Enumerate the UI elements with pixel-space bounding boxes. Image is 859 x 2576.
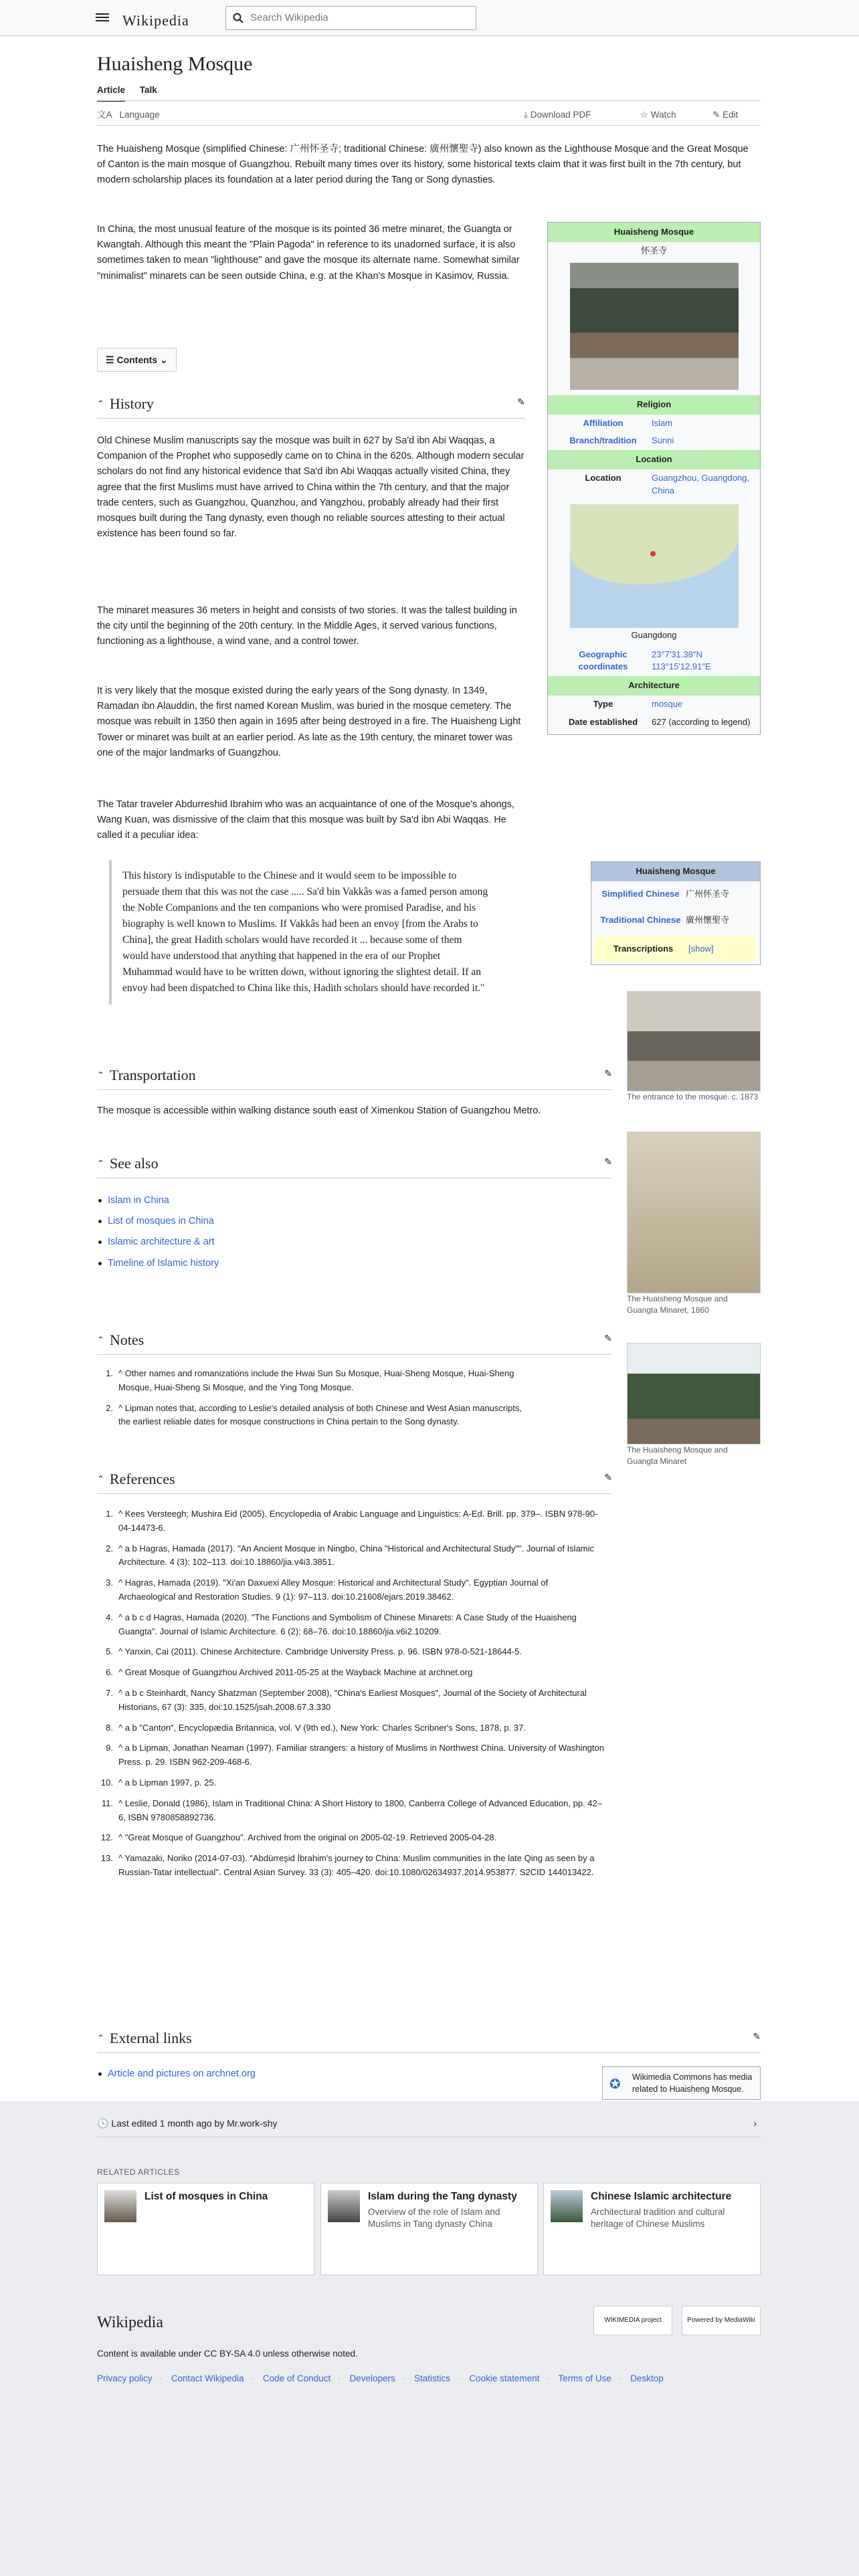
footer-links: Privacy policy · Contact Wikipedia · Code of Conduct · Developers · Statistics · Cookie statement · Terms of Use · Desktop — [97, 2373, 664, 2383]
wikimedia-commons-icon: ✪ — [609, 2077, 621, 2092]
download-pdf-button[interactable] — [524, 108, 591, 122]
notes-heading: Notes — [109, 1331, 145, 1348]
list-item: 1. ^ Other names and romanizations include the Hwai Sun Su Mosque, Huai-Sheng Mosque, Huai-Sheng Mosque, Huai-Sheng Si Mosque, and the Ying Tong Mosque. — [97, 1367, 525, 1395]
related-title: Chinese Islamic architecture — [591, 2191, 732, 2202]
footer — [0, 2101, 859, 2576]
chevron-down-icon: ⌄ — [157, 354, 168, 365]
thumbnail-1 — [627, 991, 761, 1103]
reference-text: ^ "Great Mosque of Guangzhou". Archived from the original on 2005-02-19. Retrieved 2005-04-28. — [118, 1832, 497, 1843]
footer-link[interactable]: Contact Wikipedia — [171, 2373, 244, 2383]
infobox — [547, 222, 761, 735]
reference-text: ^ a b "Canton", Encyclopædia Britannica, vol. V (9th ed.), New York: Charles Scribner's Sons, 1878, p. 37. — [118, 1722, 526, 1733]
chinese-names-box — [591, 861, 761, 965]
location-header: Location — [548, 450, 760, 469]
thumbnail-2 — [627, 1132, 761, 1316]
traditional-value: 廣州懷聖寺 — [686, 914, 730, 925]
map-pin-icon — [650, 551, 656, 556]
date-key: Date established — [568, 716, 638, 727]
reference-text: ^ a b Lipman, Jonathan Neaman (1997). Familiar strangers: a history of Muslims in Northwest China. University of Washington Press. p. 29. ISBN 962-209-468-6. — [118, 1743, 604, 1767]
last-edited-text: Last edited 1 month ago by Mr.work-shy — [111, 2118, 278, 2129]
language-button[interactable] — [97, 108, 160, 122]
reference-text: ^ a b Hagras, Hamada (2017). "An Ancient Mosque in Ningbo, China "Historical and Architectural Study"". Journal of Islamic Architecture. 4 (3): 102–113. doi:10.18860/jia.v4i3.3851. — [118, 1543, 595, 1568]
transportation-heading: Transportation — [109, 1067, 196, 1083]
search-input[interactable] — [225, 6, 476, 30]
minaret-1860-photo[interactable] — [627, 1132, 761, 1293]
list-icon: ☰ — [106, 354, 117, 365]
branch-value[interactable]: Sunni — [652, 435, 674, 446]
location-map[interactable] — [570, 504, 739, 628]
see-also-link[interactable]: Islam in China — [108, 1195, 169, 1206]
article-page — [0, 36, 859, 2101]
mosque-entrance-photo[interactable] — [627, 991, 761, 1091]
reference-text: ^ a b Lipman 1997, p. 25. — [118, 1777, 217, 1788]
related-desc: Overview of the role of Islam and Muslims in Tang dynasty China — [368, 2207, 500, 2230]
wikimedia-badge[interactable]: WIKIMEDIA project — [593, 2306, 672, 2335]
external-links-heading: External links — [109, 2030, 192, 2046]
footer-link[interactable]: Privacy policy — [97, 2373, 153, 2383]
edit-pencil-icon[interactable]: ✎ — [753, 2032, 761, 2042]
related-card[interactable] — [97, 2183, 314, 2275]
license-text: Content is available under CC BY-SA 4.0 unless otherwise noted. — [97, 2349, 358, 2359]
mosque-photo[interactable] — [570, 263, 739, 390]
list-item: 7. ^ a b c Steinhardt, Nancy Shatzman (September 2008), "China's Earliest Mosques", Journal of the Society of Architectural Historians, 67 (3): 335, doi:10.1525/jsah.2008.67.3.330 — [97, 1687, 605, 1715]
list-item: 6. ^ Great Mosque of Guangzhou Archived 2011-05-25 at the Wayback Machine at archnet.org — [97, 1666, 605, 1680]
reference-text: ^ Great Mosque of Guangzhou Archived 2011-05-25 at the Wayback Machine at archnet.org — [118, 1667, 473, 1678]
download-icon: ⤓ — [524, 110, 531, 120]
note-text: ^ Other names and romanizations include the Hwai Sun Su Mosque, Huai-Sheng Mosque, Huai-Sheng Mosque, Huai-Sheng Si Mosque, and the Ying Tong Mosque. — [118, 1368, 514, 1392]
infobox-subtitle: 怀圣寺 — [640, 245, 667, 255]
coords-key[interactable]: Geographic coordinates — [578, 649, 628, 672]
location-key: Location — [585, 473, 622, 484]
map-caption: Guangdong — [631, 629, 677, 640]
reference-text: ^ a b c d Hagras, Hamada (2020). "The Functions and Symbolism of Chinese Minarets: A Case Study of the Huaisheng Guangta". Journal of Islamic Architecture. 6 (2): 68–76. doi:10.18860/jia.v6i2.10209. — [118, 1612, 577, 1636]
traditional-key[interactable]: Traditional Chinese — [600, 914, 681, 925]
history-heading: History — [109, 395, 154, 412]
architecture-header: Architecture — [548, 676, 760, 695]
note-text: ^ Lipman notes that, according to Leslie's detailed analysis of both Chinese and West Asian manuscripts, the earliest reliable dates for mosque constructions in China pertain to the Song dynasty. — [118, 1402, 522, 1427]
reference-text: ^ Hagras, Hamada (2019). "Xi'an Daxuexi Alley Mosque: Historical and Architectural Study". Egyptian Journal of Archaeological and Restoration Studies. 9 (1): 97–113. doi:10.21608/ejars.2019.38462. — [118, 1578, 549, 1602]
menu-icon[interactable] — [96, 11, 109, 25]
history-icon: 🕓 — [97, 2118, 112, 2129]
related-articles-label: RELATED ARTICLES — [97, 2167, 180, 2177]
edit-pencil-icon[interactable]: ✎ — [517, 398, 525, 408]
language-icon: 文A — [97, 110, 112, 120]
thumbnail-1-caption: The entrance to the mosque. c. 1873 — [627, 1092, 759, 1101]
list-item: 2. ^ a b Hagras, Hamada (2017). "An Ancient Mosque in Ningbo, China "Historical and Architectural Study"". Journal of Islamic Architecture. 4 (3): 102–113. doi:10.18860/jia.v4i3.3851. — [97, 1542, 605, 1570]
list-item: 13. ^ Yamazaki, Noriko (2014-07-03). "Abdürreşid İbrahim's journey to China: Muslim communities in the late Qing as seen by a Russian-Tatar intellectual". Central Asian Survey. 33 (3): 405–420. doi:10.1080/02634937.2014.953877. S2CID 144013422. — [97, 1852, 605, 1880]
footer-link[interactable]: Statistics — [414, 2373, 451, 2383]
see-also-link[interactable]: List of mosques in China — [108, 1216, 214, 1227]
search-placeholder: Search Wikipedia — [250, 12, 328, 23]
footer-link[interactable]: Developers — [349, 2373, 395, 2383]
section-external-links[interactable] — [97, 2026, 761, 2053]
section-references[interactable] — [97, 1467, 612, 1494]
history-paragraph-2: The minaret measures 36 meters in height and consists of two stories. It was the tallest building in the city until the beginning of the 20th century. In the Middle Ages, it served various functions, functioning as a lighthouse, a wind vane, and a control tower. — [97, 605, 517, 647]
list-item: 11. ^ Leslie, Donald (1986), Islam in Traditional China: A Short History to 1800, Canberra College of Advanced Education, pp. 42–6, ISBN 9780858892736. — [97, 1797, 605, 1825]
simplified-key[interactable]: Simplified Chinese — [601, 888, 680, 899]
reference-text: ^ Kees Versteegh; Mushira Eid (2005). Encyclopedia of Arabic Language and Linguistics: A-Ed. Brill. pp. 379–. ISBN 978-90-04-14473-6. — [118, 1509, 598, 1533]
footer-logo[interactable]: Wikipedia — [97, 2314, 163, 2331]
language-label: Language — [119, 110, 160, 120]
chevron-up-icon: ⌃ — [97, 1071, 104, 1081]
related-card[interactable] — [320, 2183, 538, 2275]
search-icon — [233, 13, 244, 23]
page-title: Huaisheng Mosque — [97, 53, 253, 75]
affiliation-value[interactable]: Islam — [652, 417, 673, 428]
last-edited-bar[interactable] — [97, 2109, 761, 2137]
edit-pencil-icon[interactable]: ✎ — [604, 1473, 612, 1483]
chevron-right-icon: › — [753, 2118, 757, 2129]
list-item: 8. ^ a b "Canton", Encyclopædia Britannica, vol. V (9th ed.), New York: Charles Scribner's Sons, 1878, p. 37. — [97, 1721, 605, 1735]
list-item: 12. ^ "Great Mosque of Guangzhou". Archived from the original on 2005-02-19. Retrieved 2005-04-28. — [97, 1831, 605, 1845]
affiliation-key[interactable]: Affiliation — [583, 417, 624, 428]
tab-talk[interactable]: Talk — [139, 85, 157, 95]
transportation-paragraph: The mosque is accessible within walking distance south east of Ximenkou Station of Guangzhou Metro. — [97, 1105, 541, 1116]
transcriptions-key: Transcriptions — [613, 943, 674, 954]
related-title: Islam during the Tang dynasty — [368, 2191, 517, 2202]
external-links-list — [97, 2066, 498, 2087]
watch-button[interactable] — [640, 108, 676, 122]
list-item: 10. ^ a b Lipman 1997, p. 25. — [97, 1776, 605, 1790]
list-item: 5. ^ Yanxin, Cai (2011). Chinese Architecture. Cambridge University Press. p. 96. ISBN 978-0-521-18644-5. — [97, 1645, 605, 1659]
commons-text[interactable]: Wikimedia Commons has media related to Huaisheng Mosque. — [632, 2072, 753, 2095]
section-see-also[interactable] — [97, 1152, 612, 1178]
related-thumbnail — [328, 2190, 360, 2222]
edit-pencil-icon[interactable]: ✎ — [604, 1158, 612, 1168]
contents-label: Contents — [116, 354, 158, 365]
chevron-up-icon: ⌃ — [97, 1475, 104, 1485]
list-item[interactable] — [97, 1256, 612, 1271]
chevron-up-icon: ⌃ — [97, 1159, 104, 1169]
contents-toggle[interactable] — [97, 348, 177, 372]
related-card[interactable] — [543, 2183, 761, 2275]
list-item[interactable] — [97, 1193, 612, 1208]
pencil-icon: ✎ — [712, 110, 723, 120]
thumbnail-3-caption: The Huaisheng Mosque and Guangta Minaret — [627, 1445, 728, 1466]
reference-text: ^ Leslie, Donald (1986), Islam in Traditional China: A Short History to 1800, Canberra College of Advanced Education, pp. 42–6, ISBN 9780858892736. — [118, 1798, 602, 1822]
see-also-link[interactable]: Islamic architecture & art — [108, 1237, 215, 1248]
history-paragraph-1: Old Chinese Muslim manuscripts say the mosque was built in 627 by Sa'd ibn Abi Waqqas, a Companion of the Prophet who supposedly came on to China in the 620s. Although modern secular scholars do not find any historical evidence that Sa'd ibn Abi Waqqas actually visited China, they agree that the first Muslims must have arrived to China within the 7th century, and that the major trade centers, such as Guangzhou, Quanzhou, and Yangzhou, probably already had their first mosques built during the Tang dynasty, even though no reliable sources attesting to their actual existence has been found so far. — [97, 435, 524, 540]
chevron-up-icon: ⌃ — [97, 399, 104, 409]
watch-label: Watch — [650, 110, 676, 120]
list-item: 4. ^ a b c d Hagras, Hamada (2020). "The Functions and Symbolism of Chinese Minarets: A Case Study of the Huaisheng Guangta". Journal of Islamic Architecture. 6 (2): 68–76. doi:10.18860/jia.v6i2.10209. — [97, 1611, 605, 1639]
intro-paragraph-2: In China, the most unusual feature of the mosque is its pointed 36 metre minaret, the Guangta or Kwangtah. Although this meant the "Plain Pagoda" in reference to its unadorned surface, it is also sometimes taken to mean "lighthouse" and gave the mosque its alternate name. Somewhat similar "minimalist" minarets can be seen outside China, e.g. at the Khan's Mosque in Kasimov, Russia. — [97, 224, 520, 282]
reference-text: ^ Yamazaki, Noriko (2014-07-03). "Abdürreşid İbrahim's journey to China: Muslim communities in the late Qing as seen by a Russian-Tatar intellectual". Central Asian Survey. 33 (3): 405–420. doi:10.1080/02634937.2014.953877. S2CID 144013422. — [118, 1853, 595, 1877]
list-item: 3. ^ Hagras, Hamada (2019). "Xi'an Daxuexi Alley Mosque: Historical and Architectural Study". Egyptian Journal of Archaeological and Restoration Studies. 9 (1): 97–113. doi:10.21608/ejars.2019.38462. — [97, 1576, 605, 1604]
type-value[interactable]: mosque — [652, 699, 683, 710]
namespace-tabs — [97, 83, 169, 102]
branch-key[interactable]: Branch/tradition — [569, 435, 637, 446]
divider — [97, 100, 761, 101]
section-history[interactable] — [97, 392, 525, 419]
minaret-photo[interactable] — [627, 1343, 761, 1444]
edit-pencil-icon[interactable]: ✎ — [604, 1069, 612, 1079]
download-label: Download PDF — [530, 110, 591, 120]
related-thumbnail — [551, 2190, 583, 2222]
list-item: 1. ^ Kees Versteegh; Mushira Eid (2005). Encyclopedia of Arabic Language and Linguistics: A-Ed. Brill. pp. 379–. ISBN 978-90-04-14473-6. — [97, 1507, 605, 1535]
references-list — [97, 1507, 605, 1887]
related-desc: Architectural tradition and cultural heritage of Chinese Muslims — [591, 2207, 725, 2230]
history-paragraph-4: The Tatar traveler Abdurreshid Ibrahim who was an acquaintance of one of the Mosque's ahongs, Wang Kuan, was dismissive of the claim that this mosque was built by Sa'd ibn Abi Waqqas. He called it a peculiar idea: — [97, 799, 514, 841]
edit-pencil-icon[interactable]: ✎ — [604, 1334, 612, 1344]
list-item[interactable] — [97, 1214, 612, 1229]
quote-block: This history is indisputable to the Chinese and it would seem to be impossible to persuade them that this was not the case ..... Sa'd bin Vakkâs was a famed person among the Noble Companions and the ten companions who were promised Paradise, and his biography is well known to Muslims. If Vakkâs had been an envoy [from the Arabs to China], the great Hadith scholars would have recorded it ... because some of them would have understood that anything that happened in the era of our Prophet Muhammad would have to be written down, without ignoring the slightest detail. If an envoy had been dispatched to China like this, Hadith scholars should have recorded it." — [109, 860, 500, 1004]
tab-article[interactable]: Article — [97, 83, 125, 102]
section-notes[interactable] — [97, 1328, 612, 1355]
thumbnail-3 — [627, 1343, 761, 1467]
date-value: 627 (according to legend) — [652, 716, 751, 727]
chevron-up-icon: ⌃ — [97, 2034, 104, 2044]
see-also-heading: See also — [109, 1155, 159, 1172]
religion-header: Religion — [548, 395, 760, 415]
chevron-up-icon: ⌃ — [97, 1335, 104, 1346]
reference-text: ^ a b c Steinhardt, Nancy Shatzman (September 2008), "China's Earliest Mosques", Journal of the Society of Architectural Historians, 67 (3): 335, doi:10.1525/jsah.2008.67.3.330 — [118, 1687, 587, 1712]
external-link[interactable]: Article and pictures on archnet.org — [108, 2068, 256, 2079]
history-paragraph-3: It is very likely that the mosque existed during the early years of the Song dynasty. In 1349, Ramadan ibn Alauddin, the first named Korean Muslim, was buried in the mosque cemetery. The mosque was rebuilt in 1350 then again in 1695 after being destroyed in a fire. The Huaisheng Light Tower or minaret was built at an earlier period. As late as the 19th century, the minaret tower was one of the major landmarks of Guangzhou. — [97, 685, 521, 758]
list-item: 2. ^ Lipman notes that, according to Leslie's detailed analysis of both Chinese and West Asian manuscripts, the earliest reliable dates for mosque constructions in China pertain to the Song dynasty. — [97, 1402, 525, 1430]
footer-link[interactable]: Terms of Use — [558, 2373, 611, 2383]
edit-button[interactable] — [712, 108, 738, 122]
star-icon: ☆ — [640, 110, 651, 120]
wikipedia-logo[interactable]: Wikipedia — [122, 12, 189, 29]
transcriptions-toggle[interactable]: [show] — [688, 943, 714, 954]
related-thumbnail — [104, 2190, 136, 2222]
commons-box — [602, 2066, 761, 2100]
list-item[interactable] — [97, 1235, 612, 1250]
footer-link[interactable]: Desktop — [630, 2373, 664, 2383]
names-box-title: Huaisheng Mosque — [591, 862, 760, 881]
thumbnail-2-caption: The Huaisheng Mosque and Guangta Minaret, 1860 — [627, 1294, 728, 1315]
see-also-list — [97, 1193, 612, 1277]
list-item: 9. ^ a b Lipman, Jonathan Neaman (1997). Familiar strangers: a history of Muslims in Northwest China. University of Washington Press. p. 29. ISBN 962-209-468-6. — [97, 1741, 605, 1769]
mediawiki-badge[interactable]: Powered by MediaWiki — [682, 2306, 761, 2335]
infobox-title: Huaisheng Mosque — [548, 223, 760, 242]
location-value[interactable]: Guangzhou, Guangdong, China — [652, 473, 750, 496]
reference-text: ^ Yanxin, Cai (2011). Chinese Architecture. Cambridge University Press. p. 96. ISBN 978-0-521-18644-5. — [118, 1646, 522, 1657]
edit-label: Edit — [723, 110, 739, 120]
references-heading: References — [109, 1471, 175, 1487]
coords-value[interactable]: 23°7′31.38″N 113°15′12.91″E — [652, 649, 711, 672]
section-transportation[interactable] — [97, 1063, 612, 1090]
see-also-link[interactable]: Timeline of Islamic history — [108, 1257, 219, 1269]
footer-link[interactable]: Cookie statement — [469, 2373, 540, 2383]
list-item[interactable] — [97, 2066, 498, 2082]
notes-list — [97, 1367, 525, 1436]
intro-paragraph-1: The Huaisheng Mosque (simplified Chinese: 广州怀圣寺; traditional Chinese: 廣州懷聖寺) also known as the Lighthouse Mosque and the Great Mosque of Canton is the main mosque of Guangzhou. Rebuilt many times over its history, some historical texts claim that it was first built in the 7th century, but modern scholarship places its foundation at a later period during the Tang or Song dynasties. — [97, 144, 749, 186]
page-actions — [97, 106, 761, 126]
simplified-value: 广州怀圣寺 — [686, 888, 730, 899]
type-key: Type — [593, 699, 613, 710]
related-title: List of mosques in China — [145, 2191, 268, 2202]
footer-link[interactable]: Code of Conduct — [262, 2373, 331, 2383]
top-bar — [0, 0, 859, 36]
